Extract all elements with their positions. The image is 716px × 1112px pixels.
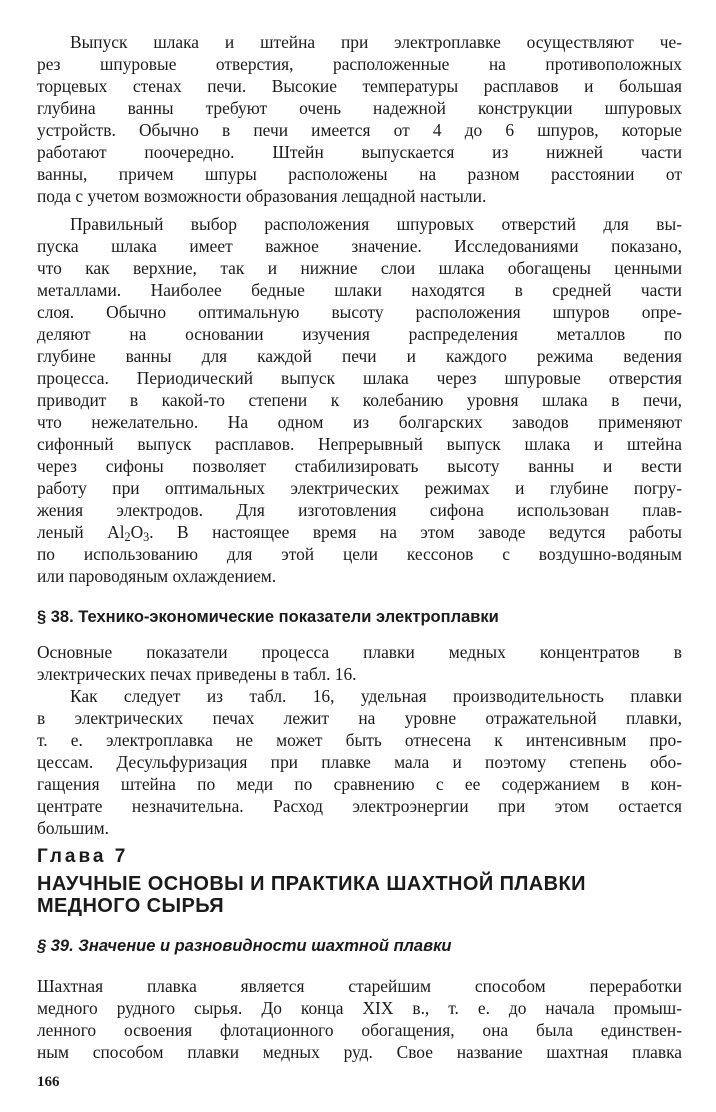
chapter-label: Глава 7: [37, 846, 129, 867]
text-fragment: леный Al: [37, 522, 125, 542]
text-line: процесса. Периодический выпуск шлака через шпуровые отверстия: [37, 368, 682, 388]
text-line: центрате незначительна. Расход электроэнергии при этом остается: [37, 796, 682, 816]
section-heading: § 38. Технико-экономические показатели электроплавки: [37, 608, 499, 626]
text-line: устройств. Обычно в печи имеется от 4 до 6 шпуров, которые: [37, 120, 682, 140]
text-line: что как верхние, так и нижние слои шлака обогащены ценными: [37, 258, 682, 278]
text-line: электрических печах приведены в табл. 16.: [37, 664, 357, 684]
text-line: гащения штейна по меди по сравнению с ее содержанием в кон-: [37, 774, 682, 794]
text-line: жения электродов. Для изготовления сифона использован плав-: [37, 500, 682, 520]
chapter-title: МЕДНОГО СЫРЬЯ: [37, 895, 224, 917]
text-line: Основные показатели процесса плавки медных концентратов в: [37, 642, 682, 662]
text-line: большим.: [37, 818, 109, 838]
text-line: деляют на основании изучения распределения металлов по: [37, 324, 682, 344]
text-line: пода с учетом возможности образования лещадной настыли.: [37, 186, 487, 206]
text-line: через сифоны позволяет стабилизировать высоту ванны и вести: [37, 456, 682, 476]
text-line: слоя. Обычно оптимальную высоту расположения шпуров опре-: [37, 302, 682, 322]
text-line: медного рудного сырья. До конца XIX в., т. е. до начала промыш-: [37, 998, 682, 1018]
text-line: пуска шлака имеет важное значение. Исследованиями показано,: [37, 236, 682, 256]
text-fragment: . В настоящее время на этом заводе ведутся работы: [149, 522, 682, 542]
page-number: 166: [37, 1074, 60, 1090]
text-line: металлами. Наиболее бедные шлаки находятся в средней части: [37, 280, 682, 300]
text-line: приводит в какой-то степени к колебанию уровня шлака в печи,: [37, 390, 682, 410]
text-line: ным способом плавки медных руд. Свое название шахтная плавка: [37, 1042, 682, 1062]
text-line: в электрических печах лежит на уровне отражательной плавки,: [37, 708, 682, 728]
text-line: работу при оптимальных электрических режимах и глубине погру-: [37, 478, 682, 498]
text-line: Шахтная плавка является старейшим способом переработки: [37, 976, 682, 996]
text-line: по использованию для этой цели кессонов с воздушно-водяным: [37, 544, 682, 564]
text-line: ленного освоения флотационного обогащения, она была единствен-: [37, 1020, 682, 1040]
text-line: что нежелательно. На одном из болгарских заводов применяют: [37, 412, 682, 432]
text-line: т. е. электроплавка не может быть отнесена к интенсивным про-: [37, 730, 682, 750]
chapter-title: НАУЧНЫЕ ОСНОВЫ И ПРАКТИКА ШАХТНОЙ ПЛАВКИ: [37, 873, 586, 895]
text-fragment: O: [130, 522, 144, 542]
text-line-formula: [37, 521, 682, 543]
text-line: Выпуск шлака и штейна при электроплавке осуществляют че-: [70, 32, 682, 52]
subscript: 3: [143, 530, 150, 545]
text-line: или пароводяным охлаждением.: [37, 566, 277, 586]
text-line: ванны, причем шпуры расположены на разном расстоянии от: [37, 164, 682, 184]
text-line: торцевых стенах печи. Высокие температуры расплавов и большая: [37, 76, 682, 96]
text-line: работают поочередно. Штейн выпускается из нижней части: [37, 142, 682, 162]
text-line: Правильный выбор расположения шпуровых отверстий для вы-: [70, 214, 682, 234]
text-line: сифонный выпуск расплавов. Непрерывный выпуск шлака и штейна: [37, 434, 682, 454]
section-heading: § 39. Значение и разновидности шахтной плавки: [37, 937, 452, 955]
text-line: глубине ванны для каждой печи и каждого режима ведения: [37, 346, 682, 366]
text-line: цессам. Десульфуризация при плавке мала и поэтому степень обо-: [37, 752, 682, 772]
text-line: глубина ванны требуют очень надежной конструкции шпуровых: [37, 98, 682, 118]
text-line: рез шпуровые отверстия, расположенные на противоположных: [37, 54, 682, 74]
text-line: Как следует из табл. 16, удельная производительность плавки: [70, 686, 682, 706]
subscript: 2: [124, 530, 131, 545]
